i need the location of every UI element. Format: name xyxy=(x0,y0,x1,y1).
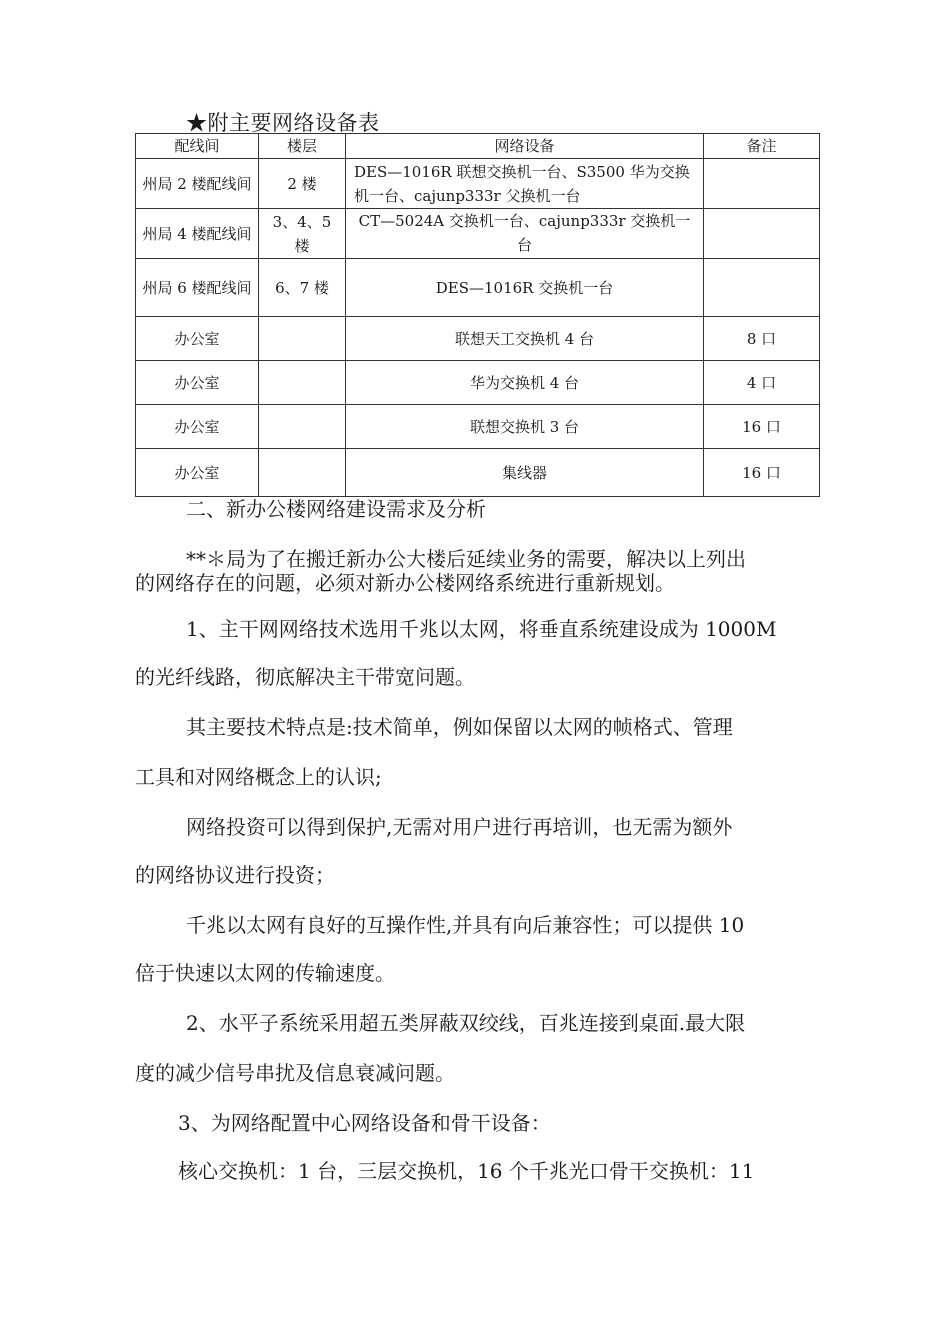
table-header-row xyxy=(136,134,820,159)
paragraph-line: 1、主干网网络技术选用千兆以太网，将垂直系统建设成为 1000M xyxy=(186,617,777,641)
table-title: ★附主要网络设备表 xyxy=(186,111,380,135)
cell-floor xyxy=(259,361,346,405)
cell-devices: 联想交换机 3 台 xyxy=(346,405,704,449)
cell-devices: CT—5024A 交换机一台、cajunp333r 交换机一台 xyxy=(346,209,704,259)
cell-floor: 3、4、5 楼 xyxy=(259,209,346,259)
table-row xyxy=(136,361,820,405)
cell-devices: DES—1016R 联想交换机一台、S3500 华为交换机一台、cajunp333r 父换机一台 xyxy=(346,159,704,209)
header-floor: 楼层 xyxy=(259,134,346,159)
cell-room: 办公室 xyxy=(136,405,259,449)
table-row xyxy=(136,405,820,449)
cell-room: 办公室 xyxy=(136,317,259,361)
cell-room: 办公室 xyxy=(136,449,259,497)
paragraph-line: 工具和对网络概念上的认识; xyxy=(135,765,382,789)
header-note: 备注 xyxy=(704,134,820,159)
cell-note: 8 口 xyxy=(704,317,820,361)
cell-note xyxy=(704,259,820,317)
cell-floor xyxy=(259,405,346,449)
cell-note: 16 口 xyxy=(704,405,820,449)
cell-room: 州局 2 楼配线间 xyxy=(136,159,259,209)
table-row xyxy=(136,209,820,259)
cell-devices: 集线器 xyxy=(346,449,704,497)
cell-note: 4 口 xyxy=(704,361,820,405)
item-3-line: 3、为网络配置中心网络设备和骨干设备： xyxy=(178,1111,551,1135)
cell-devices: 联想天工交换机 4 台 xyxy=(346,317,704,361)
table-row xyxy=(136,259,820,317)
paragraph-line: 的网络存在的问题，必须对新办公楼网络系统进行重新规划。 xyxy=(135,571,675,595)
paragraph-line: 的网络协议进行投资； xyxy=(135,863,335,887)
cell-floor: 6、7 楼 xyxy=(259,259,346,317)
paragraph-line: **＊局为了在搬迁新办公大楼后延续业务的需要，解决以上列出 xyxy=(186,547,746,571)
equipment-table xyxy=(135,133,820,497)
paragraph-line: 的光纤线路，彻底解决主干带宽问题。 xyxy=(135,665,475,689)
table-row xyxy=(136,159,820,209)
paragraph-line: 度的减少信号串扰及信息衰减问题。 xyxy=(135,1061,455,1085)
table-row xyxy=(136,317,820,361)
paragraph-line: 倍于快速以太网的传输速度。 xyxy=(135,961,395,985)
cell-room: 州局 4 楼配线间 xyxy=(136,209,259,259)
header-devices: 网络设备 xyxy=(346,134,704,159)
paragraph-line: 千兆以太网有良好的互操作性,并具有向后兼容性；可以提供 10 xyxy=(186,913,745,937)
section-heading: 二、新办公楼网络建设需求及分析 xyxy=(186,497,486,521)
core-switch-line: 核心交换机：1 台，三层交换机，16 个千兆光口骨干交换机：11 xyxy=(178,1159,755,1183)
cell-devices: 华为交换机 4 台 xyxy=(346,361,704,405)
cell-note xyxy=(704,159,820,209)
cell-room: 办公室 xyxy=(136,361,259,405)
paragraph-line: 2、水平子系统采用超五类屏蔽双绞线，百兆连接到桌面.最大限 xyxy=(186,1011,746,1035)
paragraph-line: 其主要技术特点是:技术简单，例如保留以太网的帧格式、管理 xyxy=(186,715,733,739)
cell-floor: 2 楼 xyxy=(259,159,346,209)
cell-devices: DES—1016R 交换机一台 xyxy=(346,259,704,317)
cell-room: 州局 6 楼配线间 xyxy=(136,259,259,317)
cell-note: 16 口 xyxy=(704,449,820,497)
cell-floor xyxy=(259,317,346,361)
paragraph-line: 网络投资可以得到保护,无需对用户进行再培训，也无需为额外 xyxy=(186,815,733,839)
cell-note xyxy=(704,209,820,259)
header-room: 配线间 xyxy=(136,134,259,159)
